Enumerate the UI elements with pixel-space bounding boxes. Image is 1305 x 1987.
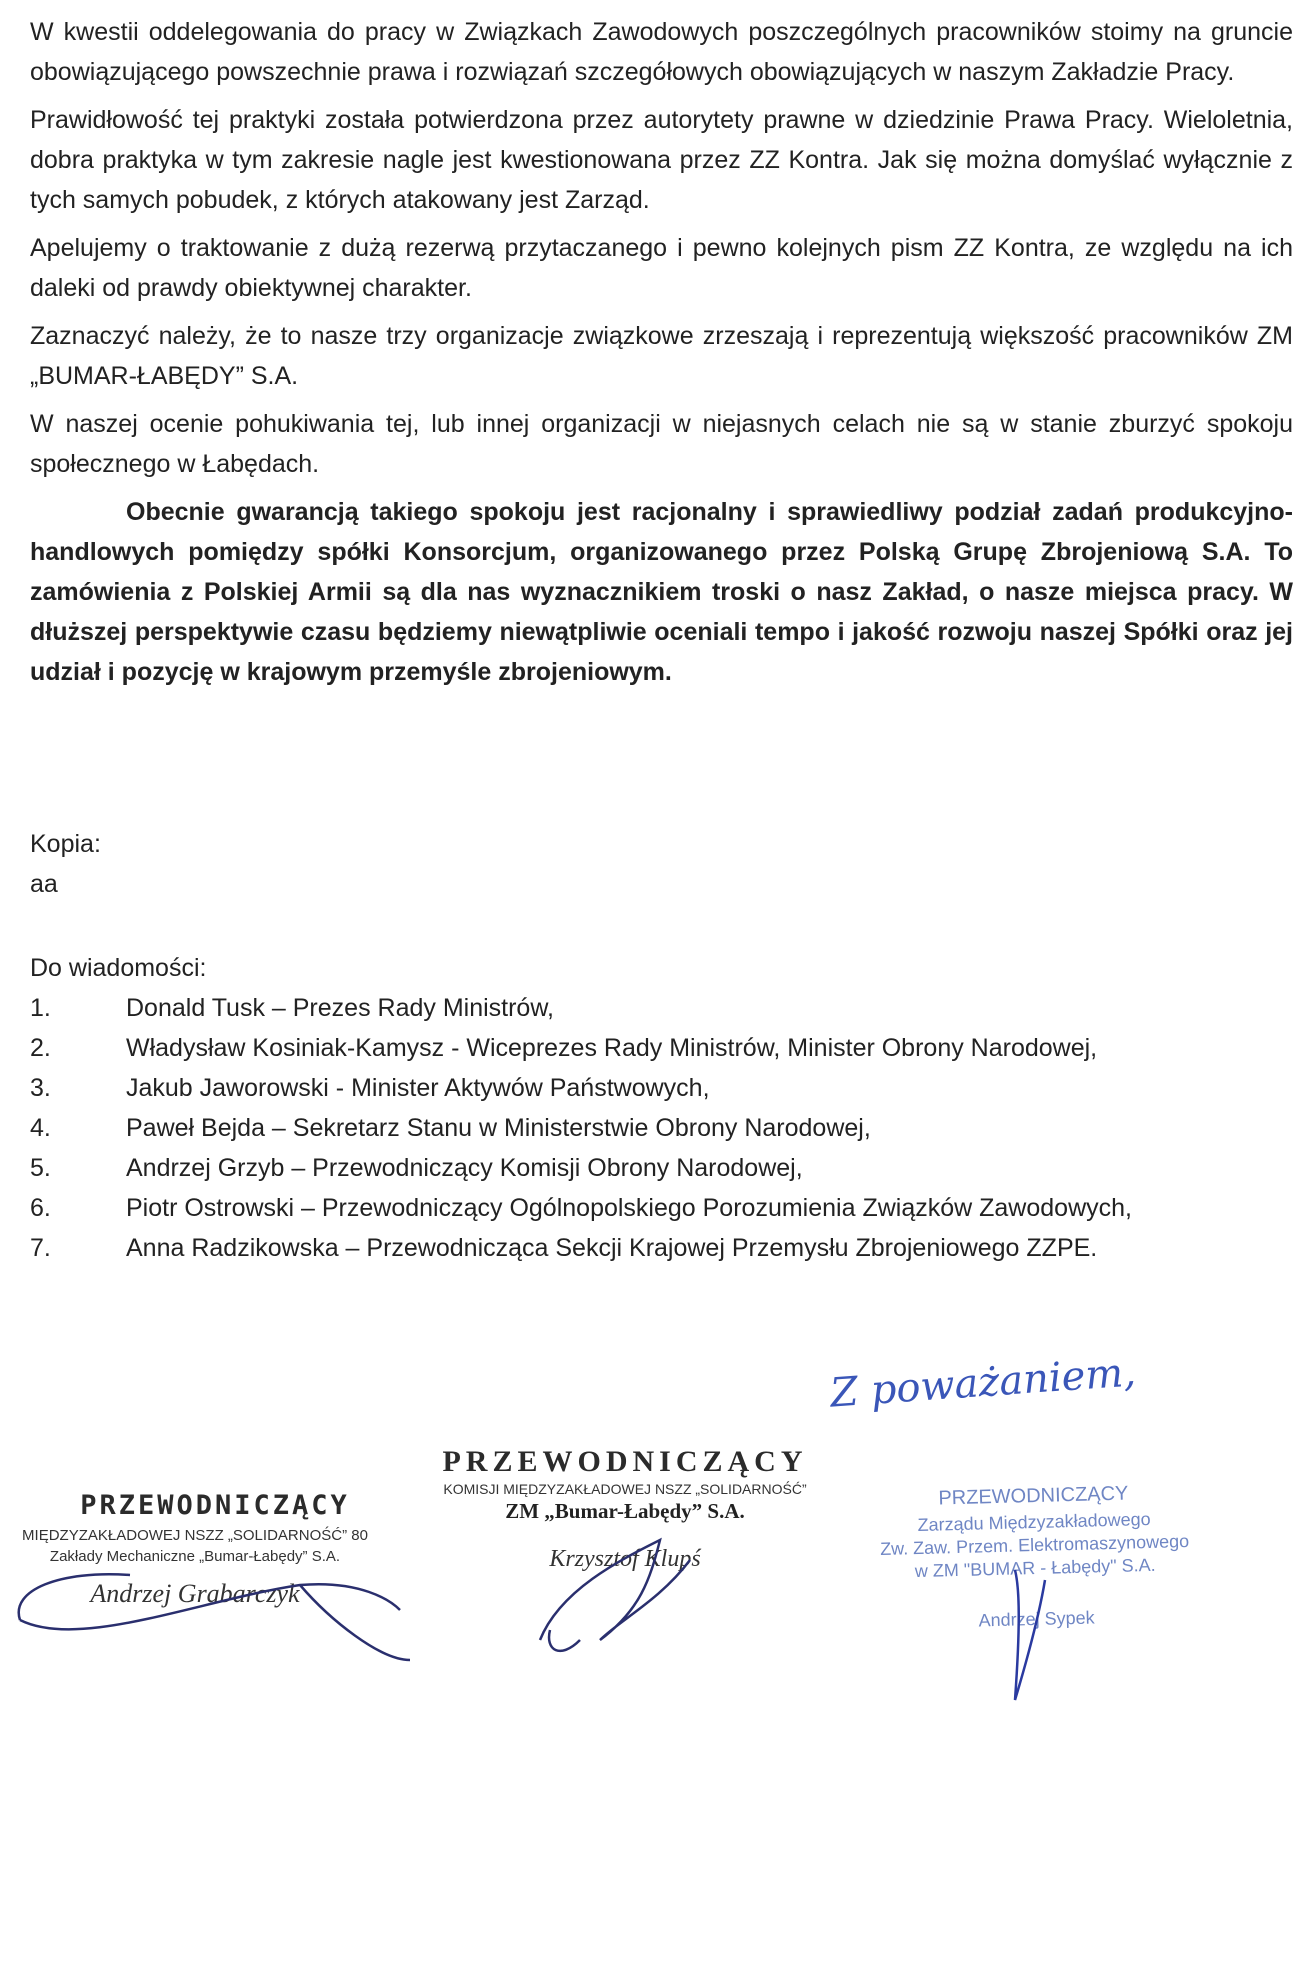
stamp-title: PRZEWODNICZĄCY — [80, 1490, 350, 1521]
paragraph-3: Apelujemy o traktowanie z dużą rezerwą przytaczanego i pewno kolejnych pism ZZ Kontra, ze względu na ich daleki od prawdy obiektywnej charakter. — [30, 234, 1293, 302]
signature-stamp-left — [0, 1490, 390, 1609]
signatory-name: Andrzej Grabarczyk — [90, 1579, 300, 1608]
signature-stamp-right — [823, 1480, 1247, 1636]
item-number: 1. — [30, 994, 51, 1022]
stamp-line: Zarządu Międzyzakładowego — [917, 1508, 1151, 1536]
stamp-line: MIĘDZYZAKŁADOWEJ NSZZ „SOLIDARNOŚĆ” 80 — [22, 1527, 368, 1544]
stamp-line: Zw. Zaw. Przem. Elektromaszynowego — [879, 1530, 1190, 1560]
item-text: Anna Radzikowska – Przewodnicząca Sekcji Krajowej Przemysłu Zbrojeniowego ZZPE. — [126, 1234, 1098, 1262]
letter-body — [30, 12, 1293, 700]
signature-stamp-middle — [425, 1445, 825, 1573]
item-number: 2. — [30, 1034, 51, 1062]
stamp-line: ZM „Bumar-Łabędy” S.A. — [505, 1499, 745, 1523]
copy-value: aa — [30, 870, 58, 898]
item-number: 6. — [30, 1194, 51, 1222]
bold-paragraph: Obecnie gwarancją takiego spokoju jest racjonalny i sprawiedliwy podział zadań produkcyjno-handlowych pomiędzy spółki Konsorcjum, organizowanego przez Polską Grupę Zbrojeniową S.A. To zamówienia z Polskiej Armii są dla nas wyznacznikiem troski o nasz Zakład, o nasze miejsca pracy. W dłuższej perspektywie czasu będziemy niewątpliwie oceniali tempo i jakość rozwoju naszej Spółki oraz jej udział i pozycję w krajowym przemyśle zbrojeniowym. — [30, 498, 1293, 686]
copy-section — [30, 824, 101, 904]
item-text: Andrzej Grzyb – Przewodniczący Komisji Obrony Narodowej, — [126, 1154, 803, 1182]
distribution-label: Do wiadomości: — [30, 954, 207, 982]
recipient-list — [30, 988, 1132, 1268]
item-text: Piotr Ostrowski – Przewodniczący Ogólnopolskiego Porozumienia Związków Zawodowych, — [126, 1194, 1132, 1222]
item-number: 5. — [30, 1154, 51, 1182]
stamp-line: KOMISJI MIĘDZYZAKŁADOWEJ NSZZ „SOLIDARNOŚĆ” — [443, 1481, 807, 1497]
item-text: Władysław Kosiniak-Kamysz - Wiceprezes Rady Ministrów, Minister Obrony Narodowej, — [126, 1034, 1098, 1062]
item-text: Donald Tusk – Prezes Rady Ministrów, — [126, 994, 554, 1022]
item-number: 7. — [30, 1234, 51, 1262]
list-item — [30, 988, 1132, 1028]
paragraph-5: W naszej ocenie pohukiwania tej, lub innej organizacji w niejasnych celach nie są w stanie zburzyć spokoju społecznego w Łabędach. — [30, 410, 1293, 478]
paragraph-2: Prawidłowość tej praktyki została potwierdzona przez autorytety prawne w dziedzinie Prawa Pracy. Wieloletnia, dobra praktyka w tym zakresie nagle jest kwestionowana przez ZZ Kontra. Jak się można domyślać wyłącznie z tych samych pobudek, z których atakowany jest Zarząd. — [30, 106, 1293, 214]
list-item — [30, 1068, 1132, 1108]
stamp-title: PRZEWODNICZĄCY — [938, 1482, 1129, 1510]
signatory-name: Andrzej Sypek — [978, 1607, 1095, 1631]
paragraph-4: Zaznaczyć należy, że to nasze trzy organizacje związkowe zrzeszają i reprezentują większość pracowników ZM „BUMAR-ŁABĘDY” S.A. — [30, 322, 1293, 390]
item-number: 4. — [30, 1114, 51, 1142]
list-item — [30, 1188, 1132, 1228]
item-text: Jakub Jaworowski - Minister Aktywów Państwowych, — [126, 1074, 710, 1102]
stamp-line: Zakłady Mechaniczne „Bumar-Łabędy” S.A. — [49, 1548, 341, 1565]
stamp-title: PRZEWODNICZĄCY — [442, 1445, 808, 1478]
item-text: Paweł Bejda – Sekretarz Stanu w Ministerstwie Obrony Narodowej, — [126, 1114, 871, 1142]
paragraph-1: W kwestii oddelegowania do pracy w Związkach Zawodowych poszczególnych pracowników stoimy na gruncie obowiązującego powszechnie prawa i rozwiązań szczegółowych obowiązujących w naszym Zakładzie Pracy. — [30, 18, 1293, 86]
distribution-section — [30, 948, 1132, 1268]
item-number: 3. — [30, 1074, 51, 1102]
list-item — [30, 1028, 1132, 1068]
list-item — [30, 1228, 1132, 1268]
list-item — [30, 1148, 1132, 1188]
copy-label: Kopia: — [30, 830, 101, 858]
list-item — [30, 1108, 1132, 1148]
stamp-line: w ZM "BUMAR - Łabędy" S.A. — [914, 1554, 1156, 1582]
closing-handwritten: Z poważaniem, — [828, 1349, 1138, 1417]
signatory-name: Krzysztof Klupś — [549, 1546, 701, 1572]
